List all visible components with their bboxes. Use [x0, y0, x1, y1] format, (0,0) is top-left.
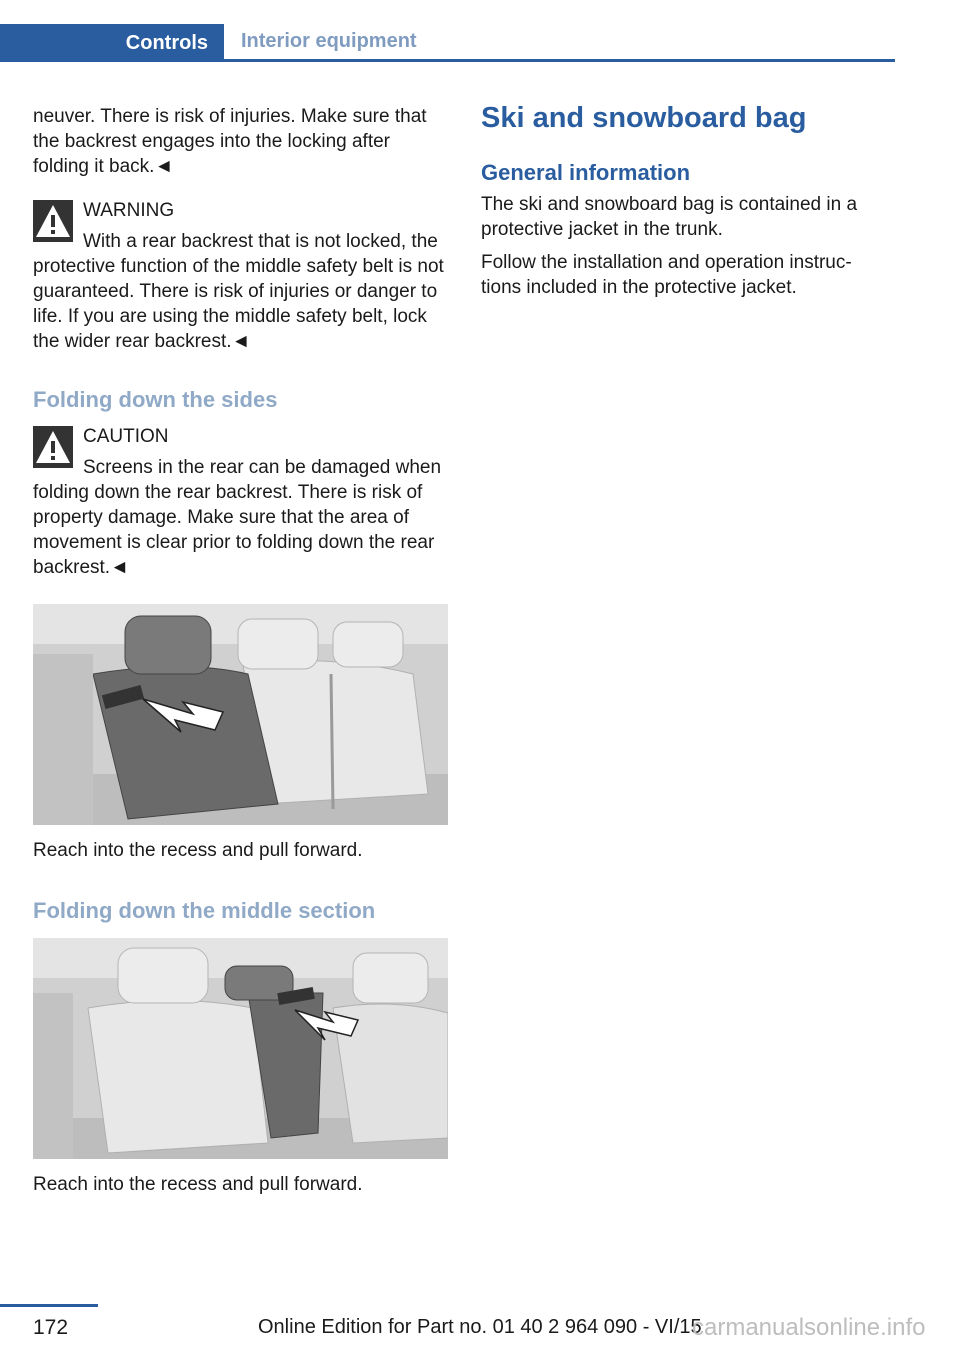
- caution-block: [33, 424, 448, 580]
- middle-heading: Folding down the middle section: [33, 898, 376, 923]
- page-number: 172: [33, 1316, 69, 1339]
- sides-heading: Folding down the sides: [33, 387, 278, 412]
- middle-caption: Reach into the recess and pull forward.: [33, 1174, 363, 1195]
- body-paragraph-2: Follow the installation and operation instructions included in the protective jacket.: [481, 252, 852, 298]
- page-header: [0, 24, 895, 62]
- warning-block: [33, 198, 448, 354]
- side-backrest-illustration: [33, 604, 448, 825]
- section-subtitle: General information: [481, 160, 691, 185]
- body-paragraph-1: The ski and snowboard bag is contained in a protective jacket in the trunk.: [481, 194, 858, 240]
- warning-text: With a rear backrest that is not locked, the protective function of the middle safety belt is not guaranteed. There is risk of injuries or danger to life. If you are using the middle safety belt, lock the wider rear backrest.◄: [33, 231, 444, 352]
- intro-text: neuver. There is risk of injuries. Make sure that the backrest engages into the locking after folding it back.◄: [33, 106, 427, 177]
- caution-text: Screens in the rear can be damaged when folding down the rear backrest. There is risk of property damage. Make sure that the area of movement is clear prior to folding down the rear backrest.◄: [33, 457, 442, 578]
- section-title: Ski and snowboard bag: [481, 102, 807, 134]
- tab-interior-equipment[interactable]: Interior equipment: [241, 30, 417, 52]
- header-rule: [0, 59, 895, 62]
- warning-triangle-icon: [33, 426, 73, 468]
- edition-note: Online Edition for Part no. 01 40 2 964 090 - VI/15: [258, 1316, 702, 1338]
- sides-caption: Reach into the recess and pull forward.: [33, 840, 363, 861]
- warning-label: WARNING: [83, 200, 175, 221]
- middle-section-illustration: [33, 938, 448, 1159]
- caution-label: CAUTION: [83, 426, 169, 447]
- footer-rule: [0, 1304, 98, 1307]
- tab-controls[interactable]: Controls: [0, 24, 224, 62]
- watermark: carmanualsonline.info: [692, 1314, 926, 1341]
- warning-triangle-icon: [33, 200, 73, 242]
